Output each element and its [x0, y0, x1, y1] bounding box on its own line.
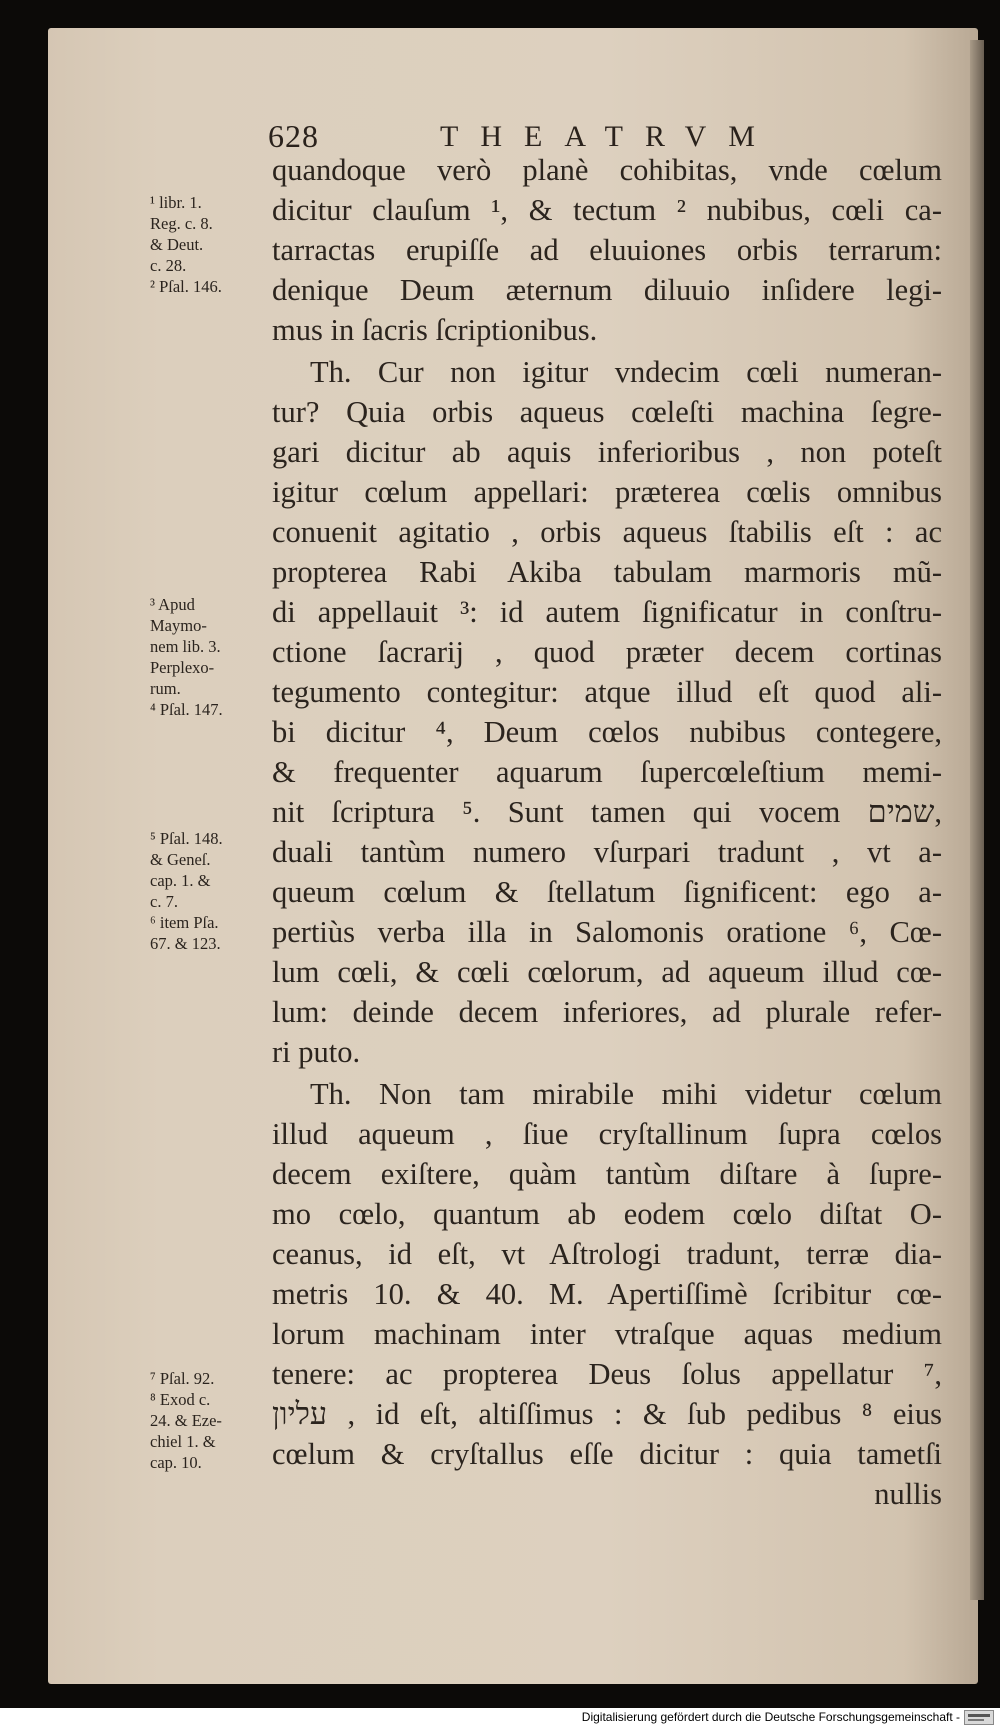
text-line: mus in ſacris ſcriptionibus.: [272, 313, 598, 347]
text-line: nit ſcriptura ⁵. Sunt tamen qui vocem שמים,: [272, 795, 942, 829]
catchword: nullis: [874, 1477, 942, 1511]
digitization-footer: [0, 1708, 1000, 1728]
text-line: conuenit agitatio , orbis aqueus ſtabilis eſt : ac: [272, 515, 942, 549]
text-line: tarractas erupiſſe ad eluuiones orbis terrarum:: [272, 233, 942, 267]
text-line: propterea Rabi Akiba tabulam marmoris mũ-: [272, 555, 942, 589]
text-line: gari dicitur ab aquis inferioribus , non poteſt: [272, 435, 942, 469]
text-line: ri puto.: [272, 1035, 361, 1069]
page-edge: [970, 40, 984, 1600]
text-line: tegumento contegitur: atque illud eſt quod ali-: [272, 675, 942, 709]
funding-credit: Digitalisierung gefördert durch die Deutsche Forschungsgemeinschaft -: [581, 1710, 960, 1724]
text-line: Th. Cur non igitur vndecim cœli numeran-: [310, 355, 942, 389]
text-line: ceanus, id eſt, vt Aſtrologi tradunt, terræ dia-: [272, 1237, 942, 1271]
text-line: pertiùs verba illa in Salomonis oratione ⁶, Cœ-: [272, 915, 942, 949]
margin-note: ⁵ Pſal. 148. & Geneſ. cap. 1. & c. 7. ⁶ item Pſa. 67. & 123.: [150, 829, 223, 953]
text-line: mo cœlo, quantum ab eodem cœlo diſtat O-: [272, 1197, 942, 1231]
text-line: Th. Non tam mirabile mihi videtur cœlum: [310, 1077, 942, 1111]
text-line: duali tantùm numero vſurpari tradunt , vt a-: [272, 835, 942, 869]
text-line: igitur cœlum appellari: præterea cœlis omnibus: [272, 475, 942, 509]
margin-note: ¹ libr. 1. Reg. c. 8. & Deut. c. 28. ² Pſal. 146.: [150, 193, 222, 296]
running-title: THEATRVM: [440, 120, 777, 153]
text-line: ctione ſacrarij , quod præter decem cortinas: [272, 635, 942, 669]
text-line: bi dicitur ⁴, Deum cœlos nubibus contegere,: [272, 715, 942, 749]
text-line: decem exiſtere, quàm tantùm diſtare à ſupre-: [272, 1157, 942, 1191]
text-line: עליון , id eſt, altiſſimus : & ſub pedibus ⁸ eius: [272, 1397, 942, 1431]
text-line: quandoque verò planè cohibitas, vnde cœlum: [272, 153, 942, 187]
dfg-logo-icon: [964, 1710, 994, 1725]
text-line: & frequenter aquarum ſupercœleſtium memi-: [272, 755, 942, 789]
text-line: tur? Quia orbis aqueus cœleſti machina ſegre-: [272, 395, 942, 429]
text-line: dicitur clauſum ¹, & tectum ² nubibus, cœli ca-: [272, 193, 942, 227]
text-line: tenere: ac propterea Deus ſolus appellatur ⁷,: [272, 1357, 942, 1391]
text-line: lorum machinam inter vtraſque aquas medium: [272, 1317, 942, 1351]
text-line: illud aqueum , ſiue cryſtallinum ſupra cœlos: [272, 1117, 942, 1151]
text-line: queum cœlum & ſtellatum ſignificent: ego a-: [272, 875, 942, 909]
text-line: denique Deum æternum diluuio inſidere legi-: [272, 273, 942, 307]
margin-note: ³ Apud Maymo- nem lib. 3. Perplexo- rum. ⁴ Pſal. 147.: [150, 595, 223, 719]
text-line: cœlum & cryſtallus eſſe dicitur : quia tametſi: [272, 1437, 942, 1471]
page-number: 628: [268, 118, 319, 154]
text-line: lum cœli, & cœli cœlorum, ad aqueum illud cœ-: [272, 955, 942, 989]
margin-note: ⁷ Pſal. 92. ⁸ Exod c. 24. & Eze- chiel 1. & cap. 10.: [150, 1369, 222, 1472]
text-line: metris 10. & 40. M. Apertiſſimè ſcribitur cœ-: [272, 1277, 942, 1311]
text-line: lum: deinde decem inferiores, ad plurale refer-: [272, 995, 942, 1029]
text-line: di appellauit ³: id autem ſignificatur in conſtru-: [272, 595, 942, 629]
